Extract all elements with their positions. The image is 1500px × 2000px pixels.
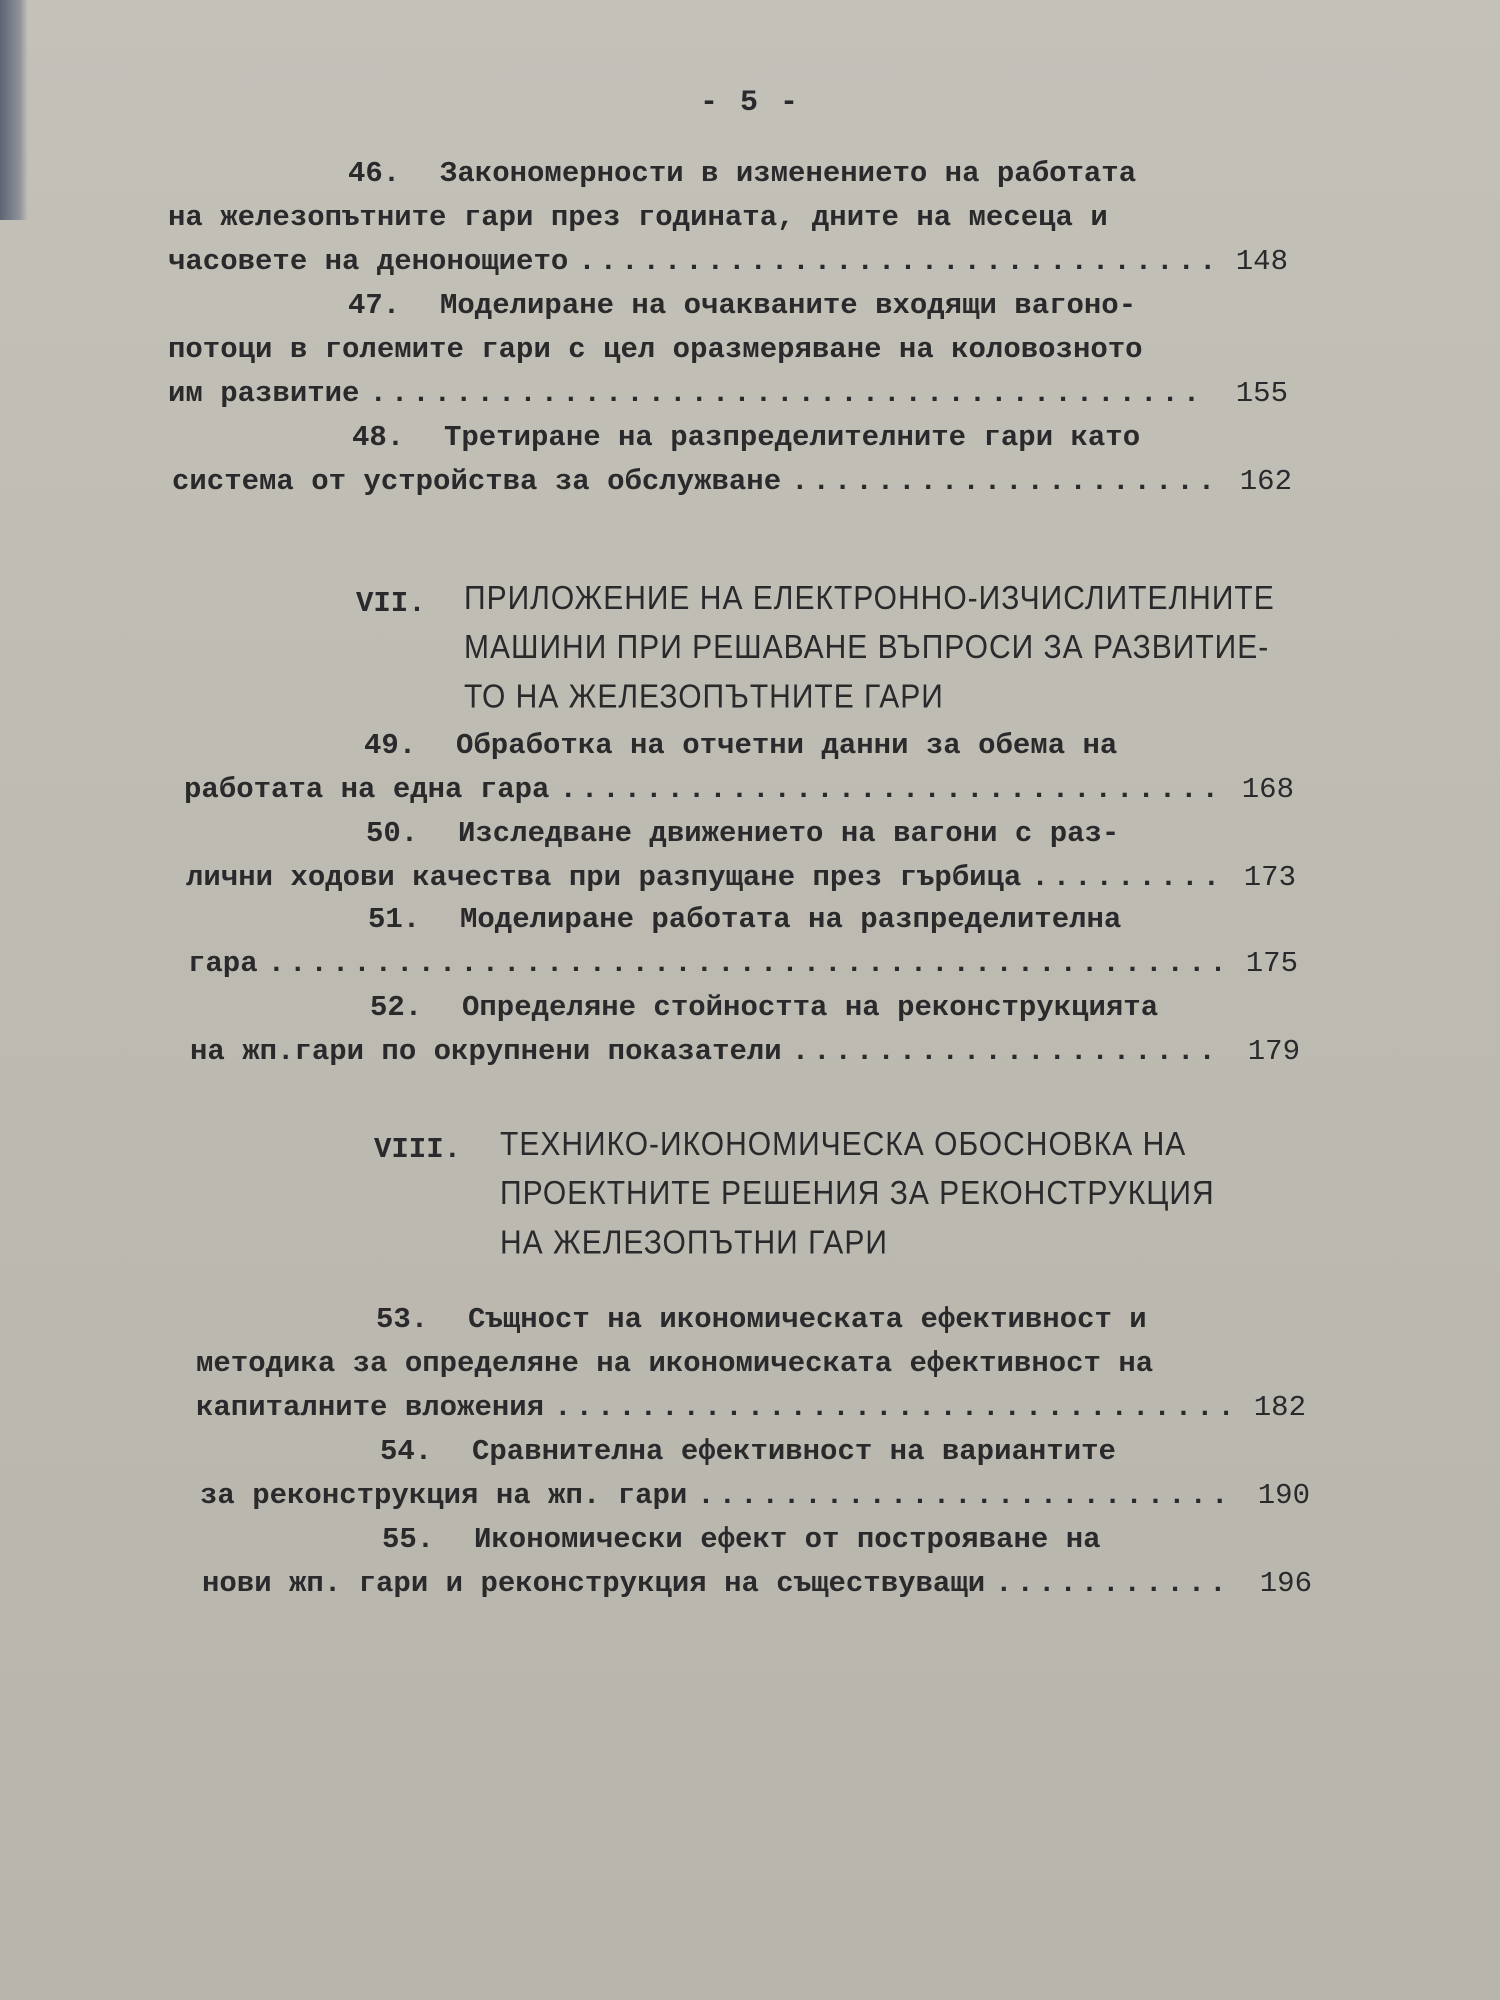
entry-page: 162 (1239, 465, 1292, 498)
chapter-number: VII. (356, 587, 426, 620)
entry-title-line: на жп.гари по окрупнени показатели (190, 1035, 782, 1068)
entry-number: 50. (366, 817, 419, 850)
dot-leader (791, 460, 1214, 504)
dot-leader (578, 240, 1210, 284)
entry-title-line: лични ходови качества при разпущане през гърбица (186, 861, 1022, 894)
entry-page: 182 (1253, 1391, 1306, 1424)
entry-title-line: Определяне стойността на реконструкцията (462, 991, 1159, 1024)
entry-page: 196 (1259, 1567, 1312, 1600)
entry-number: 53. (376, 1303, 429, 1336)
chapter-title-line: МАШИНИ ПРИ РЕШАВАНЕ ВЪПРОСИ ЗА РАЗВИТИЕ- (464, 628, 1270, 666)
toc-entry-52 (190, 986, 1300, 1074)
chapter-heading-vii (356, 579, 1275, 722)
chapter-title-line: ПРОЕКТНИТЕ РЕШЕНИЯ ЗА РЕКОНСТРУКЦИЯ (500, 1174, 1215, 1212)
toc-entry-49 (184, 724, 1294, 812)
toc-entry-50 (186, 812, 1296, 900)
entry-title-line: система от устройства за обслужване (172, 465, 782, 498)
toc-entry-51 (188, 898, 1298, 986)
entry-number: 52. (370, 991, 423, 1024)
entry-number: 47. (348, 289, 401, 322)
entry-title-line: гара (188, 947, 258, 980)
page-number: - 5 - (699, 86, 800, 120)
entry-title-line: Сравнителна ефективност на вариантите (472, 1435, 1116, 1468)
entry-title-line: Моделиране на очакваните входящи вагоно- (440, 289, 1137, 322)
dot-leader (559, 768, 1216, 812)
entry-title-line: за реконструкция на жп. гари (200, 1479, 688, 1512)
entry-title-line: нови жп. гари и реконструкция на съществуващи (202, 1567, 986, 1600)
dot-leader (792, 1030, 1222, 1074)
dot-leader (995, 1562, 1234, 1606)
toc-entry-55 (202, 1518, 1312, 1606)
entry-title-line: Моделиране работата на разпределителна (460, 903, 1122, 936)
entry-title-line: работата на една гара (184, 773, 550, 806)
entry-number: 48. (352, 421, 405, 454)
dot-leader (268, 942, 1220, 986)
entry-number: 46. (348, 157, 401, 190)
entry-page: 148 (1235, 245, 1288, 278)
chapter-title-line: ПРИЛОЖЕНИЕ НА ЕЛЕКТРОННО-ИЗЧИСЛИТЕЛНИТЕ (464, 579, 1275, 617)
entry-title-line: Третиране на разпределителните гари като (444, 421, 1141, 454)
entry-page: 155 (1235, 377, 1288, 410)
dot-leader (1031, 856, 1218, 900)
entry-number: 51. (368, 903, 421, 936)
chapter-heading-viii (374, 1125, 1274, 1268)
entry-title-line: Изследване движението на вагони с раз- (458, 817, 1120, 850)
chapter-number: VIII. (374, 1133, 462, 1166)
entry-page: 190 (1257, 1479, 1310, 1512)
entry-title-line: Икономически ефект от построяване на (474, 1523, 1101, 1556)
dot-leader (697, 1474, 1232, 1518)
dot-leader (554, 1386, 1228, 1430)
entry-title-line: капиталните вложения (196, 1391, 545, 1424)
chapter-title-line: ТЕХНИКО-ИКОНОМИЧЕСКА ОБОСНОВКА НА (500, 1125, 1187, 1163)
toc-entry-46 (168, 152, 1288, 284)
entry-page: 175 (1245, 947, 1298, 980)
toc-entry-54 (200, 1430, 1310, 1518)
entry-title-line: Същност на икономическата ефективност и (468, 1303, 1147, 1336)
dot-leader (369, 372, 1210, 416)
toc-entry-47 (168, 284, 1288, 416)
chapter-title-line: ТО НА ЖЕЛЕЗОПЪТНИТЕ ГАРИ (464, 678, 944, 716)
entry-page: 168 (1241, 773, 1294, 806)
entry-title-line: им развитие (168, 377, 360, 410)
entry-title-line: часовете на денонощието (168, 245, 569, 278)
entry-number: 55. (382, 1523, 435, 1556)
entry-title-line: потоци в големите гари с цел оразмеряване на коловозното (168, 333, 1143, 366)
entry-title-line: на железопътните гари през годината, дните на месеца и (168, 201, 1108, 234)
entry-number: 49. (364, 729, 417, 762)
entry-page: 173 (1243, 861, 1296, 894)
chapter-title-line: НА ЖЕЛЕЗОПЪТНИ ГАРИ (500, 1224, 888, 1262)
entry-title-line: Обработка на отчетни данни за обема на (456, 729, 1118, 762)
entry-page: 179 (1247, 1035, 1300, 1068)
entry-title-line: Закономерности в изменението на работата (440, 157, 1137, 190)
toc-entry-53 (196, 1298, 1306, 1430)
entry-number: 54. (380, 1435, 433, 1468)
entry-title-line: методика за определяне на икономическата ефективност на (196, 1347, 1154, 1380)
toc-entry-48 (172, 416, 1292, 504)
